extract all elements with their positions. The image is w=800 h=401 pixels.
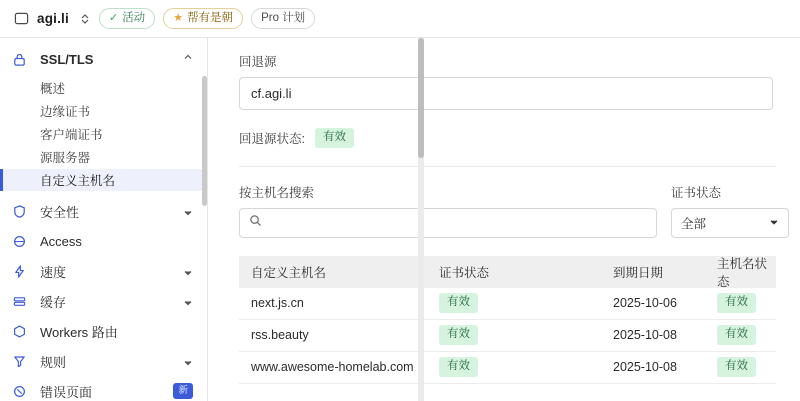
status-badge-best [163, 8, 243, 29]
sidebar-item-security[interactable] [0, 196, 207, 226]
status-badge-best-label: 帮有是朝 [187, 11, 234, 24]
check-icon: ✓ [108, 12, 119, 24]
host-status-badge: 有效 [717, 325, 756, 345]
cell-host-status [717, 325, 770, 345]
sidebar-item-error-pages[interactable] [0, 376, 207, 401]
site-name: agi.li [37, 11, 69, 26]
sidebar-item-cache[interactable] [0, 286, 207, 316]
sidebar-item-access[interactable] [0, 226, 207, 256]
column-header-hostname: 自定义主机名 [251, 265, 327, 280]
section-divider [239, 166, 776, 167]
error-pages-icon [12, 384, 32, 399]
sidebar-item-edge-certificates-label: 边缘证书 [40, 105, 91, 119]
status-badge-active-label: 活动 [122, 11, 146, 24]
fallback-origin-label: 回退源 [239, 55, 277, 69]
sidebar-item-client-certificates[interactable] [0, 123, 207, 145]
table-row[interactable] [239, 320, 776, 352]
chevron-down-icon[interactable] [183, 296, 193, 306]
cell-hostname: next.js.cn [251, 296, 304, 310]
fallback-origin-input[interactable] [239, 77, 773, 110]
cert-status-badge: 有效 [439, 293, 478, 313]
fallback-status-badge: 有效 [315, 128, 354, 148]
column-header-cert-status: 证书状态 [439, 265, 490, 280]
cell-hostname: rss.beauty [251, 328, 309, 342]
sidebar-item-error-pages-label: 错误页面 [40, 384, 93, 400]
cert-status-badge: 有效 [439, 325, 478, 345]
sidebar-item-access-label: Access [40, 233, 82, 249]
cert-status-filter-select[interactable] [671, 208, 789, 238]
workers-icon [12, 324, 32, 339]
sidebar-item-rules-label: 规则 [40, 354, 67, 370]
cell-expiry: 2025-10-06 [613, 296, 677, 310]
column-header-host-status: 主机名状态 [717, 256, 768, 289]
plan-badge-label: Pro 计划 [261, 11, 306, 24]
fallback-status-label: 回退源状态: [239, 131, 305, 146]
cert-status-filter-value: 全部 [681, 216, 707, 231]
chevron-up-icon[interactable] [183, 54, 193, 64]
cell-cert-status [439, 293, 613, 313]
speed-icon [12, 264, 32, 279]
chevron-down-icon[interactable] [183, 266, 193, 276]
column-header-expiry: 到期日期 [613, 265, 664, 280]
top-bar [0, 0, 800, 38]
sidebar-item-security-label: 安全性 [40, 204, 80, 220]
main-scrollbar[interactable] [418, 38, 424, 401]
sidebar-item-client-certificates-label: 客户端证书 [40, 128, 103, 142]
sidebar-item-workers-routes[interactable] [0, 316, 207, 346]
sidebar-item-speed-label: 速度 [40, 264, 67, 280]
plan-badge [251, 8, 315, 29]
cell-expiry: 2025-10-08 [613, 328, 677, 342]
sidebar-item-ssl-tls[interactable] [0, 44, 207, 74]
chevron-down-icon [769, 216, 779, 230]
cert-status-badge: 有效 [439, 357, 478, 377]
host-status-badge: 有效 [717, 357, 756, 377]
star-icon: ★ [173, 12, 184, 24]
cell-hostname: www.awesome-homelab.com [251, 360, 414, 374]
cell-cert-status [439, 357, 613, 377]
sidebar [0, 38, 208, 401]
main-scrollbar-thumb[interactable] [418, 38, 424, 158]
custom-hostnames-table [239, 256, 776, 384]
filter-bar [239, 183, 776, 238]
fallback-status-row [239, 128, 776, 148]
sidebar-subnav-ssl-tls [0, 74, 207, 196]
access-icon [12, 234, 32, 249]
sidebar-item-ssl-tls-label: SSL/TLS [40, 51, 94, 67]
sidebar-item-origin-server[interactable] [0, 146, 207, 168]
sidebar-item-origin-server-label: 源服务器 [40, 151, 91, 165]
up-down-chevrons-icon[interactable] [79, 12, 91, 26]
sidebar-item-overview-label: 概述 [40, 82, 66, 96]
sidebar-scrollbar[interactable] [202, 76, 207, 206]
new-badge: 新 [173, 383, 193, 399]
square-icon [14, 11, 29, 26]
rules-icon [12, 354, 32, 369]
cell-expiry: 2025-10-08 [613, 360, 677, 374]
cache-icon [12, 294, 32, 309]
table-row[interactable] [239, 288, 776, 320]
sidebar-item-custom-hostnames-label: 自定义主机名 [40, 174, 116, 188]
cell-host-status [717, 357, 770, 377]
fallback-origin-value: cf.agi.li [251, 86, 292, 101]
sidebar-item-custom-hostnames[interactable] [0, 169, 207, 191]
sidebar-item-rules[interactable] [0, 346, 207, 376]
search-icon [249, 214, 262, 232]
host-status-badge: 有效 [717, 293, 756, 313]
cell-host-status [717, 293, 770, 313]
status-badge-active [99, 8, 155, 29]
table-header-row [239, 256, 776, 288]
sidebar-item-cache-label: 缓存 [40, 294, 67, 310]
sidebar-item-workers-routes-label: Workers 路由 [40, 324, 118, 340]
search-input[interactable] [239, 208, 657, 238]
main-content [209, 38, 800, 401]
chevron-down-icon[interactable] [183, 356, 193, 366]
cell-cert-status [439, 325, 613, 345]
lock-icon [12, 52, 32, 67]
search-label: 按主机名搜索 [239, 185, 315, 200]
shield-icon [12, 204, 32, 219]
cert-status-filter-label: 证书状态 [671, 185, 722, 200]
sidebar-item-overview[interactable] [0, 77, 207, 99]
chevron-down-icon[interactable] [183, 206, 193, 216]
table-row[interactable] [239, 352, 776, 384]
sidebar-item-edge-certificates[interactable] [0, 100, 207, 122]
sidebar-item-speed[interactable] [0, 256, 207, 286]
